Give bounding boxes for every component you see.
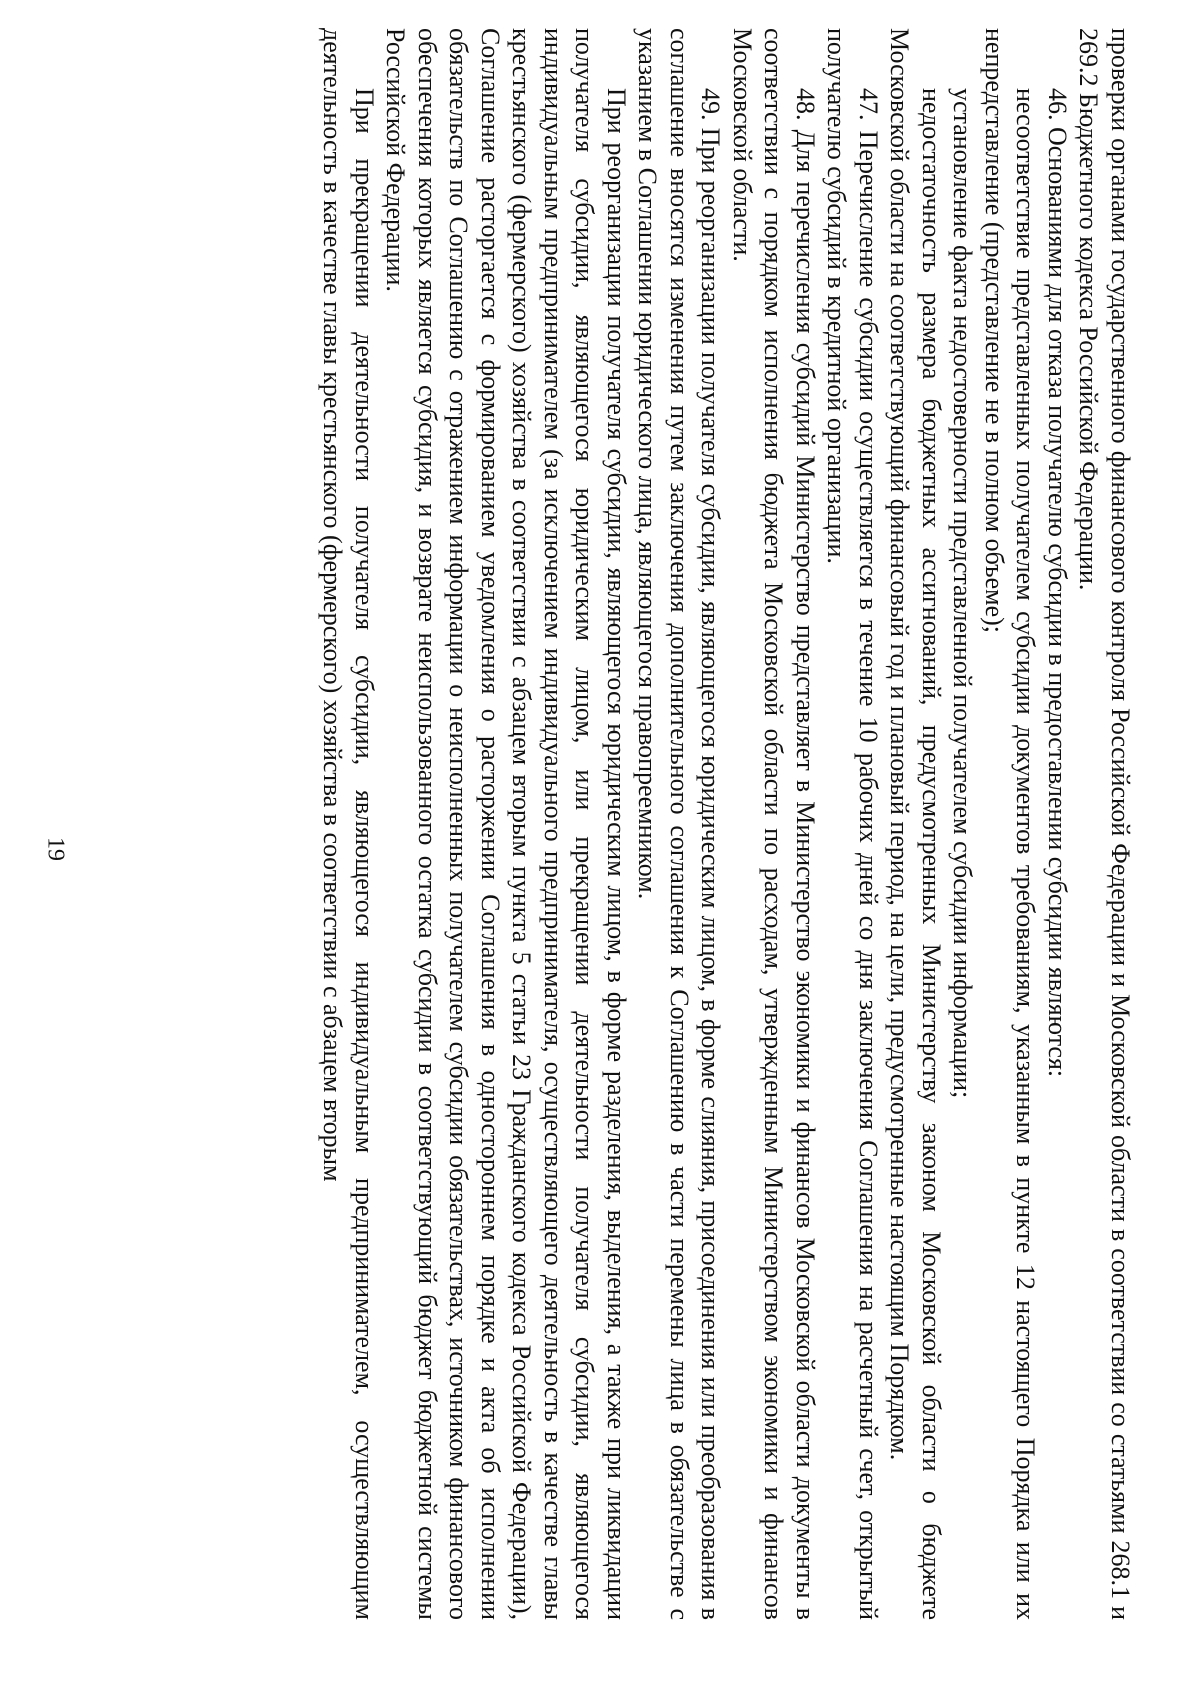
paragraph: 49. При реорганизации получателя субсидии, являющегося юридическим лицом, в форме слияния, присоединения или преобразования в соглашение вносятся изменения путем заключения дополнительного соглашения к Соглашению в части перемены лица в обязательстве с указанием в Соглашении юридического лица, являющегося правопреемником. (633, 28, 726, 1620)
page-number: 19 (42, 836, 69, 861)
paragraph: установление факта недостоверности представленной получателем субсидии информации; (948, 88, 978, 1099)
paragraph: несоответствие представленных получателем субсидии документов требованиям, указанным в пункте 12 настоящего Порядка или их непредставление (представление не в полном объеме); (980, 28, 1041, 1620)
paragraph: недостаточность размера бюджетных ассигнований, предусмотренных Министерству законом Московской области о бюджете Московской области на соответствующий финансовый год и плановый период, на цели, предусмотренные настоящим Порядком. (885, 28, 946, 1620)
document-body (200, 0, 1200, 1640)
paragraph: 46. Основаниями для отказа получателю субсидии в предоставлении субсидии являются: (1043, 88, 1072, 1078)
paragraph: 47. Перечисление субсидии осуществляется в течение 10 рабочих дней со дня заключения Соглашения на расчетный счет, открытый получателю субсидий в кредитной организации. (822, 28, 883, 1620)
paragraph: При реорганизации получателя субсидии, являющегося юридическим лицом, в форме разделения, выделения, а также при ликвидации получателя субсидии, являющегося юридическим лицом, или прекращении деятельности получателя субсидии, являющегося индивидуальным предпринимателем (за исключением индивидуального предпринимателя, осуществляющего деятельность в качестве главы крестьянского (фермерского) хозяйства в соответствии с абзацем вторым пункта 5 статьи 23 Гражданского кодекса Российской Федерации), Соглашение расторгается с формированием уведомления о расторжении Соглашения в одностороннем порядке и акта об исполнении обязательств по Соглашению с отражением информации о неисполненных получателем субсидии обязательствах, источником финансового обеспечения которых является субсидия, и возврате неиспользованного остатка субсидии в соответствующий бюджет бюджетной системы Российской Федерации. (381, 28, 631, 1620)
paragraph: При прекращении деятельности получателя субсидии, являющегося индивидуальным предпринимателем, осуществляющим деятельность в качестве главы крестьянского (фермерского) хозяйства в соответствии с абзацем вторым (318, 28, 379, 1620)
paragraph: проверки органами государственного финансового контроля Российской Федерации и Московской области в соответствии со статьями 268.1 и 269.2 Бюджетного кодекса Российской Федерации. (1074, 28, 1135, 1620)
paragraph: 48. Для перечисления субсидий Министерство представляет в Министерство экономики и финансов Московской области документы в соответствии с порядком исполнения бюджета Московской области по расходам, утвержденным Министерством экономики и финансов Московской области. (728, 28, 820, 1620)
page-frame (100, 0, 1200, 1697)
